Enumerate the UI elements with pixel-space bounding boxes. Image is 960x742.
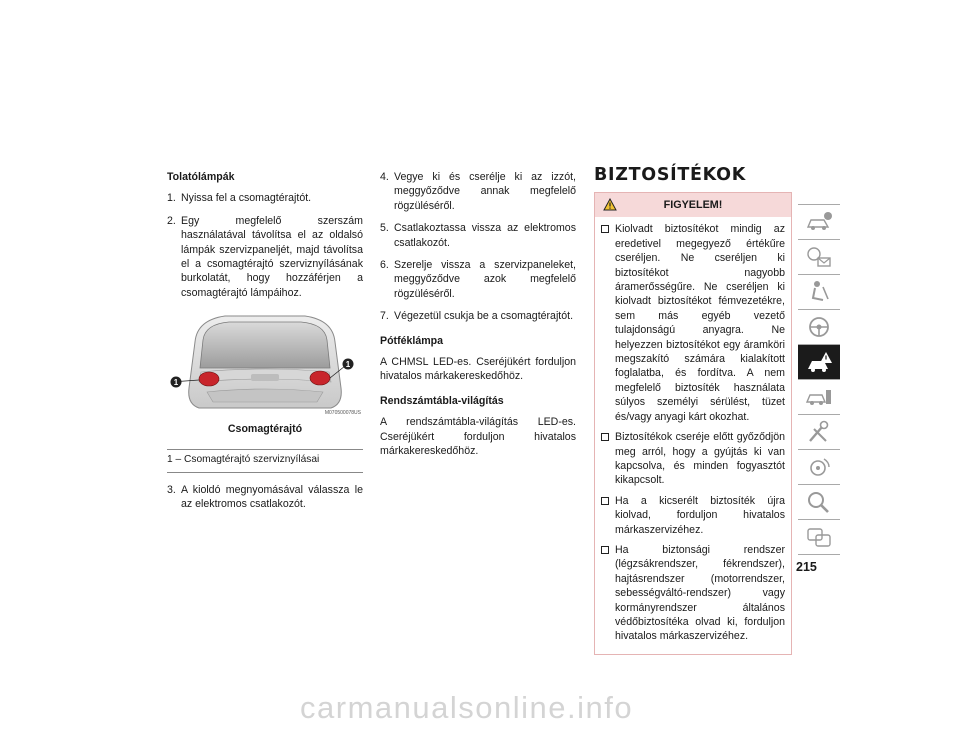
plate-area: [207, 389, 323, 402]
step-number: 6.: [380, 259, 389, 272]
plate-text: A rendszámtábla-világítás LED-es. Cseréjükért forduljon hivatalos márkakereskedőhöz.: [380, 416, 576, 458]
figure-caption: Csomagtérajtó: [227, 423, 303, 436]
middle-column: [380, 170, 576, 467]
step-item: [380, 221, 576, 250]
figure-legend: 1 – Csomagtérajtó szerviznyílásai: [167, 452, 363, 473]
steering-wheel-icon: [804, 314, 834, 340]
step-number: 2.: [167, 214, 176, 227]
chapter-tabs: [798, 204, 840, 555]
chmsl-text: A CHMSL LED-es. Cseréjükért forduljon hivatalos márkakereskedőhöz.: [380, 356, 576, 383]
step-text: Vegye ki és cserélje ki az izzót, meggyőződve annak megfelelő rögzüléséről.: [394, 171, 576, 212]
section-title: BIZTOSÍTÉKOK: [594, 165, 746, 185]
warning-bullet-text: Kiolvadt biztosítékot mindig az eredetivel megegyező értékűre cseréljen. Ne cseréljen ki biztosítékot nagyobb áramerősségűre. Ne cseréljen ki kiolvadt biztosítékot fémvezetékre, sem más egyéb vezető tulajdonságú anyagra. Ne helyezzen biztosítékot egy áramköri megszakító számára kialakított foglalatba, és fordítva. A nem megfelelő biztosíték használata súlyos személyi sérülést, tüzet és/vagy anyagi kárt okozhat.: [615, 223, 785, 423]
tools-icon: [804, 419, 834, 445]
step-text: Egy megfelelő szerszám használatával távolítsa el az oldalsó lámpák szervizpaneljét, majd távolítsa el a csomagtérajtó szerviznyílásának burkolatát, hogy hozzáférjen a csomagtérajtó lámpáihoz.: [181, 214, 363, 299]
warning-body: [595, 217, 791, 653]
warning-header-label: FIGYELEM!: [663, 199, 723, 212]
step-number: 3.: [167, 484, 176, 497]
step-text: A kioldó megnyomásával válassza le az elektromos csatlakozót.: [181, 484, 363, 511]
badge: [251, 374, 279, 381]
step-number: 5.: [380, 222, 389, 235]
liftgate-illustration: [167, 308, 363, 420]
language-icon: [804, 524, 834, 550]
step-text: Végezetül csukja be a csomagtérajtót.: [394, 310, 574, 323]
search-icon: [804, 489, 834, 515]
warning-header: [595, 193, 791, 217]
left-lamp: [199, 372, 219, 386]
section-subheading: Tolatólámpák: [167, 171, 235, 183]
step-item: [380, 170, 576, 213]
warning-bullet-text: Ha a kicserélt biztosíték újra kiolvad, forduljon hivatalos márkaszervizéhez.: [615, 494, 785, 536]
warning-box: [594, 192, 792, 654]
right-column: [594, 165, 792, 655]
warning-bullet-text: Ha biztonsági rendszer (légzsákrendszer, fékrendszer), hajtásrendszer (motorrendszer, sebességváltó-rendszer) vagy kormányrendszer általános védőbiztosítéka olvad ki, forduljon hivatalos márkaszervizéhez.: [615, 543, 785, 643]
step-item: [380, 258, 576, 301]
car-warning-icon: [804, 349, 834, 375]
dashboard-mail-icon: [804, 244, 834, 270]
step-text: Nyissa fel a csomagtérajtót.: [181, 192, 312, 205]
tab-search[interactable]: [798, 485, 840, 520]
step-number: 4.: [380, 171, 389, 183]
callout-label-left: 1: [173, 378, 179, 388]
rear-window: [200, 322, 330, 368]
left-column: [167, 170, 363, 520]
right-lamp: [310, 371, 330, 385]
plate-heading: Rendszámtábla-világítás: [380, 394, 504, 407]
tab-steering[interactable]: [798, 310, 840, 345]
checkbox-bullet-icon: [601, 546, 609, 554]
step-item: [167, 191, 363, 205]
warning-bullet: [600, 494, 785, 537]
step-number: 7.: [380, 310, 389, 323]
tab-multimedia[interactable]: [798, 450, 840, 485]
checkbox-bullet-icon: [601, 433, 609, 441]
checkbox-bullet-icon: [601, 497, 609, 505]
steps-list: [167, 191, 363, 300]
step-item: [380, 309, 576, 323]
seat-safety-icon: [804, 279, 834, 305]
watermark-text: carmanualsonline.info: [300, 690, 634, 725]
tab-language[interactable]: [798, 520, 840, 555]
figure-code: M070500078US: [324, 409, 361, 416]
warning-bullet: [600, 543, 785, 644]
step-text: Szerelje vissza a szervizpaneleket, meggyőződve azok megfelelő rögzüléséről.: [394, 259, 576, 300]
multimedia-icon: [804, 454, 834, 480]
tab-emergency[interactable]: [798, 345, 840, 380]
tab-service[interactable]: [798, 380, 840, 415]
checkbox-bullet-icon: [601, 225, 609, 233]
warning-triangle-icon: [603, 198, 617, 211]
car-info-icon: [804, 209, 834, 235]
tab-tools[interactable]: [798, 415, 840, 450]
tab-car-info[interactable]: [798, 204, 840, 240]
tab-seat-safety[interactable]: [798, 275, 840, 310]
page-number: 215: [796, 560, 817, 574]
step-item: [167, 483, 363, 512]
callout-label-right: 1: [345, 360, 351, 370]
car-service-icon: [804, 384, 834, 410]
legend-divider: [167, 449, 363, 450]
step-number: 1.: [167, 192, 176, 205]
warning-bullet-text: Biztosítékok cseréje előtt győződjön meg arról, hogy a gyújtás ki van kapcsolva, és minden fogyasztót kikapcsolt.: [615, 431, 785, 487]
tab-dashboard-mail[interactable]: [798, 240, 840, 275]
step-item: [167, 214, 363, 300]
warning-bullet: [600, 430, 785, 488]
liftgate-figure: [167, 308, 363, 420]
step-text: Csatlakoztassa vissza az elektromos csatlakozót.: [394, 222, 576, 249]
warning-bullet: [600, 222, 785, 424]
chmsl-heading: Pótféklámpa: [380, 334, 443, 347]
